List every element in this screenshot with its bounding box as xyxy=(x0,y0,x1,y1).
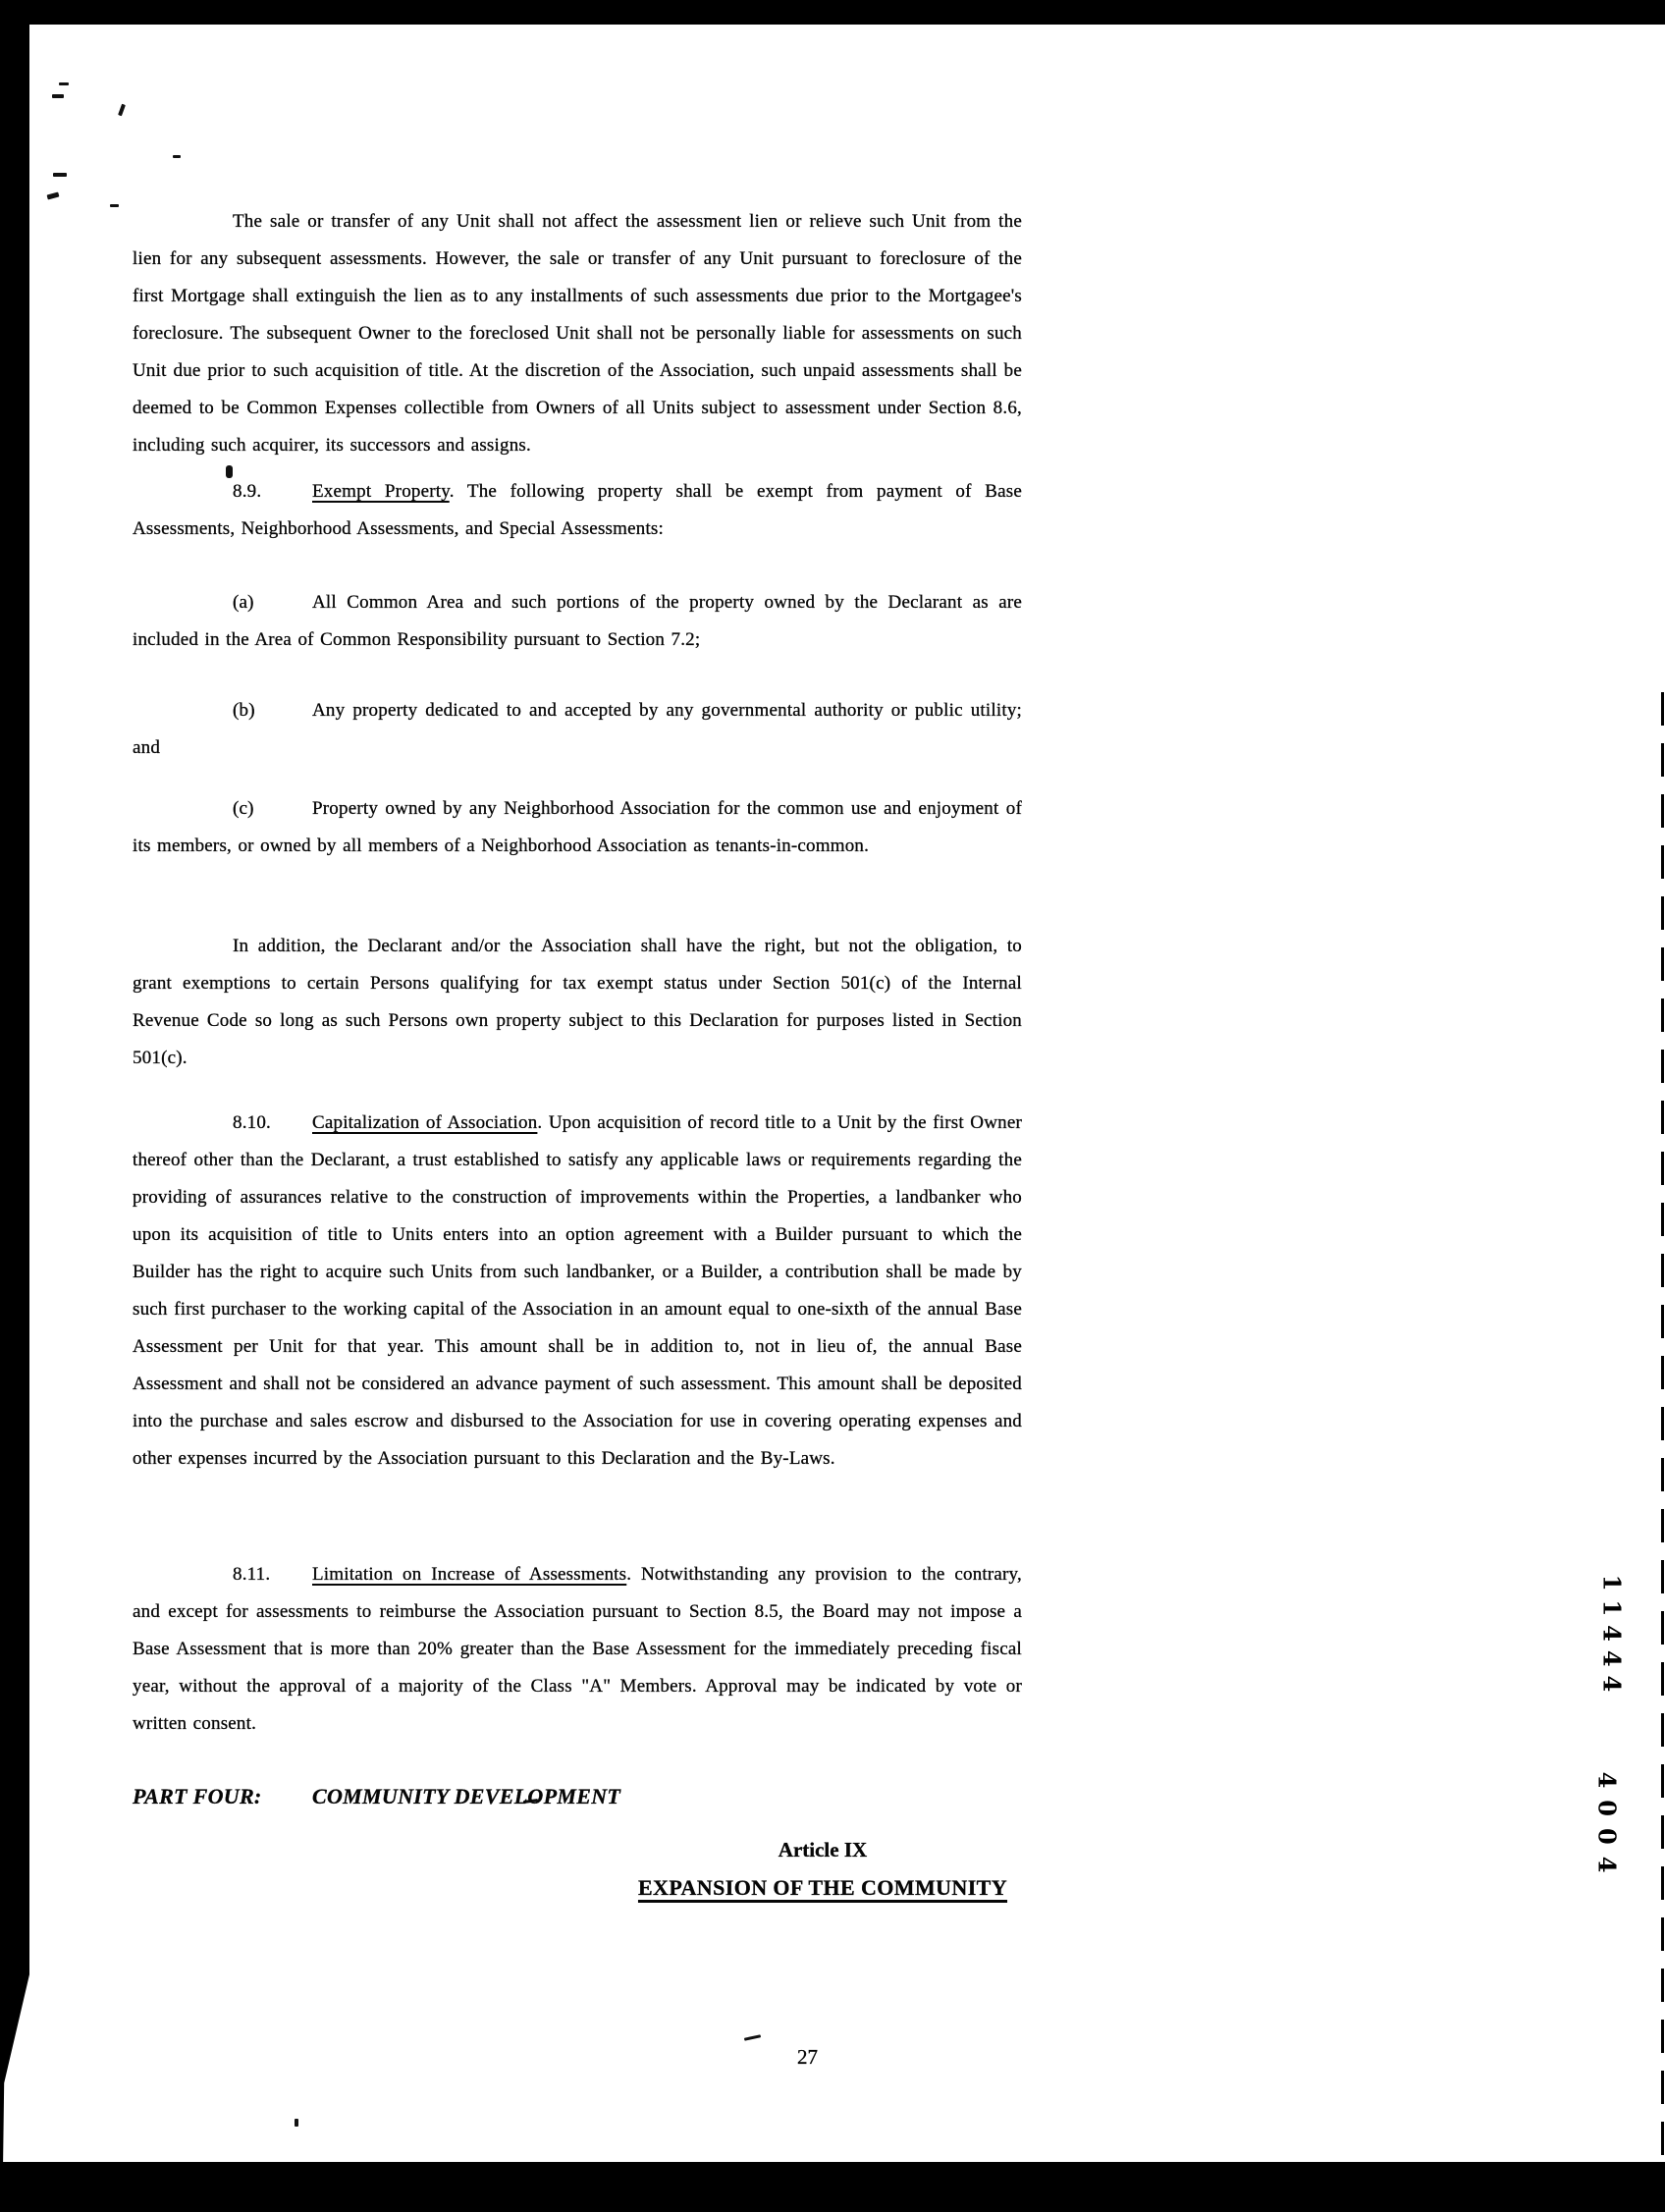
scan-speck xyxy=(59,82,69,85)
scan-speck xyxy=(53,173,67,177)
section-8-11-body: . Notwithstanding any provision to the contrary, and except for assessments to reimburse the Association pursuant to Section 8.5, the Board may not impose a Base Assessment that is more than 20% greater than the Base Assessment for the immediately preceding fiscal year, without the approval of a majority of the Class "A" Members. Approval may be indicated by vote or written consent. xyxy=(133,1564,1022,1734)
article-ix-heading: Article IX xyxy=(778,1838,868,1861)
list-item-b-label: (b) xyxy=(233,700,255,721)
section-8-11-title: Limitation on Increase of Assessments xyxy=(312,1564,627,1585)
scan-edge-line xyxy=(1661,692,1664,2160)
margin-stamp-number-2: 4004 xyxy=(1592,1771,1622,1885)
article-ix-title xyxy=(0,1875,1645,1901)
article-ix-title-text: EXPANSION OF THE COMMUNITY xyxy=(637,1875,1008,1900)
section-8-11 xyxy=(133,1556,1022,1743)
section-8-9-number: 8.9. xyxy=(233,481,262,502)
list-item-a-label: (a) xyxy=(233,592,254,613)
section-8-11-number: 8.11. xyxy=(233,1564,271,1585)
page-number: 27 xyxy=(797,2045,818,2069)
scan-speck xyxy=(295,2119,298,2127)
scan-speck xyxy=(118,104,126,117)
scan-speck xyxy=(47,192,60,200)
margin-stamp-number-1: 11444 xyxy=(1597,1574,1627,1701)
section-8-10-title: Capitalization of Association xyxy=(312,1112,538,1133)
section-8-10-body: . Upon acquisition of record title to a Unit by the first Owner thereof other than the Declarant, a trust established to satisfy any applicable laws or requirements regarding the providing of assurances relative to the construction of improvements within the Properties, a landbanker who upon its acquisition of title to Units enters into an option agreement with a Builder pursuant to which the Builder has the right to acquire such Units from such landbanker, or a Builder, a contribution shall be made by such first purchaser to the working capital of the Association in an amount equal to one-sixth of the annual Base Assessment per Unit for that year. This amount shall be in addition to, not in lieu of, the annual Base Assessment and shall not be considered an advance payment of such assessment. This amount shall be deposited into the purchase and sales escrow and disbursed to the Association for use in covering operating expenses and other expenses incurred by the Association pursuant to this Declaration and the By-Laws. xyxy=(133,1112,1023,1469)
list-item-b xyxy=(133,692,1022,767)
section-8-9-title: Exempt Property xyxy=(312,481,450,502)
part-four-label: PART FOUR: xyxy=(133,1784,262,1808)
scan-speck xyxy=(173,155,181,158)
section-8-10 xyxy=(133,1105,1022,1478)
list-item-b-body: Any property dedicated to and accepted by any governmental authority or public utility; and xyxy=(133,700,1022,758)
scan-border-bottom xyxy=(0,2162,1665,2212)
section-8-9-body: . The following property shall be exempt from payment of Base Assessments, Neighborhood Assessments, and Special Assessments: xyxy=(133,481,1022,539)
list-item-a xyxy=(133,584,1022,659)
paragraph-in-addition: In addition, the Declarant and/or the Association shall have the right, but not the obligation, to grant exemptions to certain Persons qualifying for tax exempt status under Section 501(c) of the Internal Revenue Code so long as such Persons own property subject to this Declaration for purposes listed in Section 501(c). xyxy=(133,936,1022,1068)
list-item-a-body: All Common Area and such portions of the property owned by the Declarant as are included in the Area of Common Responsibility pursuant to Section 7.2; xyxy=(133,592,1022,650)
scan-border-top xyxy=(0,0,1665,25)
scan-speck xyxy=(744,2034,761,2040)
part-four-title: COMMUNITY DEVELOPMENT xyxy=(312,1784,621,1808)
list-item-c-label: (c) xyxy=(233,798,254,819)
list-item-c xyxy=(133,790,1022,865)
section-8-9 xyxy=(133,473,1022,548)
scan-speck xyxy=(52,94,64,98)
part-four-heading xyxy=(133,1782,1114,1811)
list-item-c-body: Property owned by any Neighborhood Association for the common use and enjoyment of its members, or owned by all members of a Neighborhood Association as tenants-in-common. xyxy=(133,798,1022,856)
section-8-10-number: 8.10. xyxy=(233,1112,271,1133)
scan-speck xyxy=(110,204,119,207)
paragraph-assessment-lien: The sale or transfer of any Unit shall not affect the assessment lien or relieve such Unit from the lien for any subsequent assessments. However, the sale or transfer of any Unit pursuant to foreclosure of the first Mortgage shall extinguish the lien as to any installments of such assessments due prior to the Mortgagee's foreclosure. The subsequent Owner to the foreclosed Unit shall not be personally liable for assessments on such Unit due prior to such acquisition of title. At the discretion of the Association, such unpaid assessments shall be deemed to be Common Expenses collectible from Owners of all Units subject to assessment under Section 8.6, including such acquirer, its successors and assigns. xyxy=(133,211,1022,456)
